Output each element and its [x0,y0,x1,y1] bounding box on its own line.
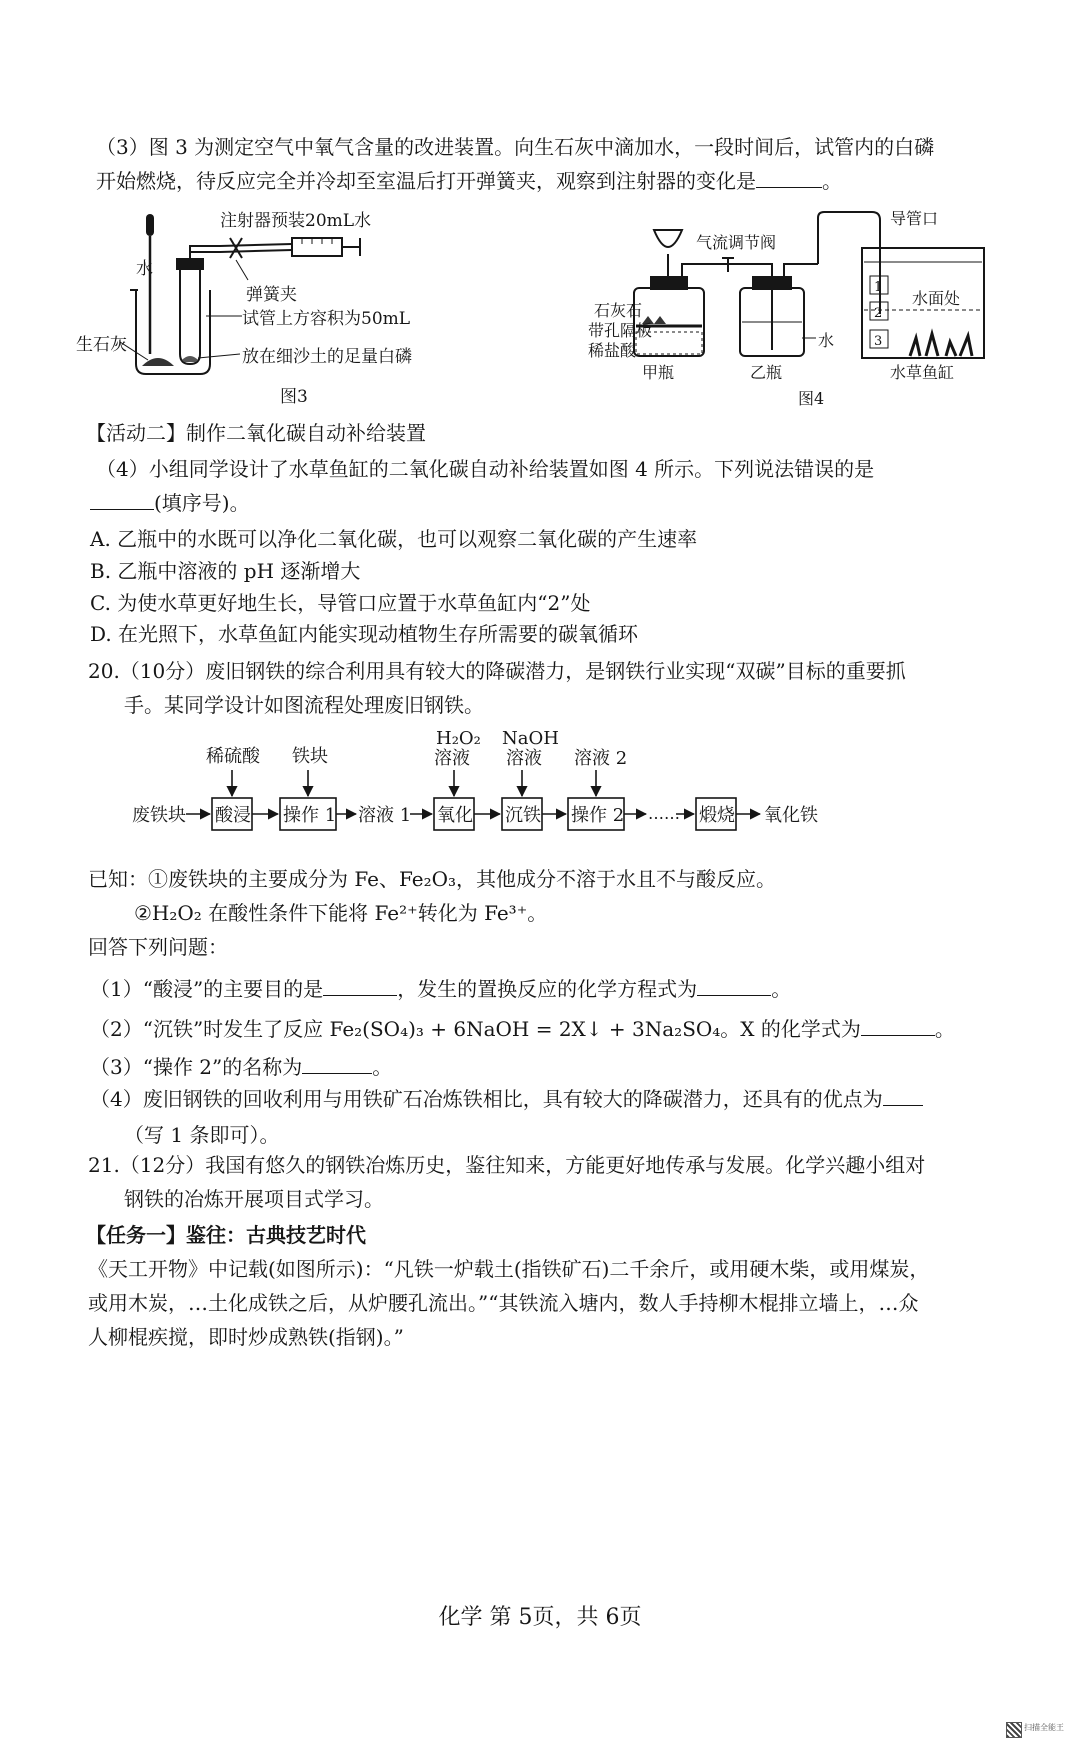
quote-line2: 或用木炭，…土化成铁之后，从炉腰孔流出。”“其铁流入塘内，数人手持柳木棍排立墙上，…众 [88,1291,919,1315]
activity-2-heading: 【活动二】制作二氧化碳自动补给装置 [86,421,426,445]
quote-line3: 人柳棍疾搅，即时炒成熟铁(指钢)。” [88,1325,404,1349]
water-label: 水 [136,259,153,279]
surface-label: 水面处 [912,289,961,308]
process-flow-diagram [120,722,840,838]
q20-4-text: （4）废旧钢铁的回收利用与用铁矿石冶炼铁相比，具有较大的降碳潜力，还具有的优点为 [90,1087,883,1111]
q4-line1: （4）小组同学设计了水草鱼缸的二氧化碳自动补给装置如图 4 所示。下列说法错误的是 [96,457,875,481]
flow-ellipsis: …… [648,804,680,823]
water-label: 水 [818,331,835,350]
q20-3-blank[interactable] [302,1055,372,1074]
step-oxidation: 氧化 [437,805,473,826]
q4-option-a: A. 乙瓶中的水既可以净化二氧化碳，也可以观察二氧化碳的产生速率 [90,527,698,551]
q20-4-line1 [90,1084,923,1114]
flow-start-scrap-iron: 废铁块 [132,805,186,826]
step-calcination: 煅烧 [699,805,735,826]
phosphorus-label: 放在细沙土的足量白磷 [242,347,412,367]
q20-1 [90,974,791,1004]
clamp-label: 弹簧夹 [246,285,297,305]
valve-label: 气流调节阀 [696,233,777,252]
scanner-qr-icon [1006,1722,1022,1738]
delivery-tube [818,212,883,314]
plate-label: 带孔隔板 [588,321,653,340]
q20-line2: 手。某同学设计如图流程处理废旧钢铁。 [124,693,484,717]
tank-label: 水草鱼缸 [890,363,955,382]
task-1-heading: 【任务一】鉴往：古典技艺时代 [86,1223,366,1247]
q4-option-d: D. 在光照下，水草鱼缸内能实现动植物生存所需要的碳氧循环 [90,622,639,646]
known-line1: 已知：①废铁块的主要成分为 Fe、Fe₂O₃，其他成分不溶于水且不与酸反应。 [88,867,777,891]
reagent-naoh: NaOH [502,728,559,749]
reagent-solution-2: 溶液 2 [574,748,628,769]
limestone-label: 石灰石 [594,301,643,320]
q3-line2-text: 开始燃烧，待反应完全并冷却至室温后打开弹簧夹，观察到注射器的变化是 [96,169,756,193]
acid-label: 稀盐酸 [588,341,637,360]
position-3: 3 [874,334,883,349]
figure-4 [550,204,1000,416]
q4-option-c: C. 为使水草更好地生长，导管口应置于水草鱼缸内“2”处 [90,591,591,615]
step-operation-2: 操作 2 [571,805,625,826]
bottle-a-label: 甲瓶 [642,363,675,382]
q20-3-text: （3）“操作 2”的名称为 [90,1055,303,1079]
intermediate-solution-1: 溶液 1 [358,805,412,826]
known-line2: ②H₂O₂ 在酸性条件下能将 Fe²⁺转化为 Fe³⁺。 [134,901,548,925]
q20-3 [90,1052,392,1082]
rubber-stopper [176,258,204,270]
q3-line2 [96,166,842,196]
q20-1-end: 。 [771,977,792,1001]
scanner-watermark: 扫描全能王 [1024,1723,1064,1732]
figure-3-caption: 图3 [280,387,308,407]
figure-3 [70,204,450,410]
q20-1-text: （1）“酸浸”的主要目的是 [90,977,324,1001]
answer-prompt: 回答下列问题： [88,935,228,959]
position-2: 2 [874,306,883,321]
q20-1-text-mid: ，发生的置换反应的化学方程式为 [397,977,698,1001]
reagent-h2o2-solution: 溶液 [434,748,470,769]
pipe-label: 导管口 [890,209,939,228]
q3-line1: （3）图 3 为测定空气中氧气含量的改进装置。向生石灰中滴加水，一段时间后，试管内的白磷 [96,135,935,159]
spring-clamp [230,238,242,258]
step-acid-leach: 酸浸 [215,805,251,826]
q20-3-end: 。 [372,1055,393,1079]
syringe-label: 注射器预装20mL水 [220,211,372,231]
q21-line1: 21.（12分）我国有悠久的钢铁冶炼历史，鉴往知来，方能更好地传承与发展。化学兴趣小组对 [88,1153,926,1177]
bottle-b-label: 乙瓶 [750,363,783,382]
white-phosphorus [182,356,198,362]
reagent-dilute-sulfuric-acid: 稀硫酸 [206,746,260,767]
q3-line2-end: 。 [822,169,842,193]
volume-label: 试管上方容积为50mL [242,309,411,329]
q20-1-blank-equation[interactable] [697,977,771,996]
q20-2 [90,1014,955,1044]
step-operation-1: 操作 1 [283,805,337,826]
figure-4-caption: 图4 [798,389,825,408]
q20-4-blank[interactable] [883,1087,923,1106]
q20-1-blank-purpose[interactable] [323,977,397,996]
aquatic-plants [910,334,972,356]
dropper-bulb [146,214,154,236]
test-tube [180,268,200,364]
q20-2-blank[interactable] [861,1017,935,1036]
q4-answer-blank[interactable] [90,491,154,510]
reagent-iron-block: 铁块 [292,746,328,767]
q21-line2: 钢铁的冶炼开展项目式学习。 [124,1187,384,1211]
separatory-funnel [654,230,682,247]
page-footer: 化学 第 5页，共 6页 [438,1605,642,1630]
reagent-h2o2: H₂O₂ [436,728,481,749]
q20-line1: 20.（10分）废旧钢铁的综合利用具有较大的降碳潜力，是钢铁行业实现“双碳”目标的重要抓 [88,659,906,683]
quicklime-label: 生石灰 [76,335,127,355]
position-1: 1 [874,280,883,295]
q4-option-b: B. 乙瓶中溶液的 pH 逐渐增大 [90,559,361,583]
q20-4-line2: （写 1 条即可）。 [124,1123,280,1147]
q20-2-text: （2）“沉铁”时发生了反应 Fe₂(SO₄)₃ + 6NaOH = 2X↓ + 3Na₂SO₄。X 的化学式为 [90,1017,861,1041]
reagent-naoh-solution: 溶液 [506,748,542,769]
q4-line2 [90,488,250,518]
step-precipitate-iron: 沉铁 [505,805,541,826]
flow-end-iron-oxide: 氧化铁 [764,805,818,826]
quote-line1: 《天工开物》中记载(如图所示)：“凡铁一炉载土(指铁矿石)二千余斤，或用硬木柴，或用煤炭， [88,1257,930,1281]
q20-2-end: 。 [934,1017,955,1041]
syringe [292,238,342,256]
q4-line2-text: (填序号)。 [154,491,250,515]
q3-answer-blank[interactable] [756,169,822,188]
